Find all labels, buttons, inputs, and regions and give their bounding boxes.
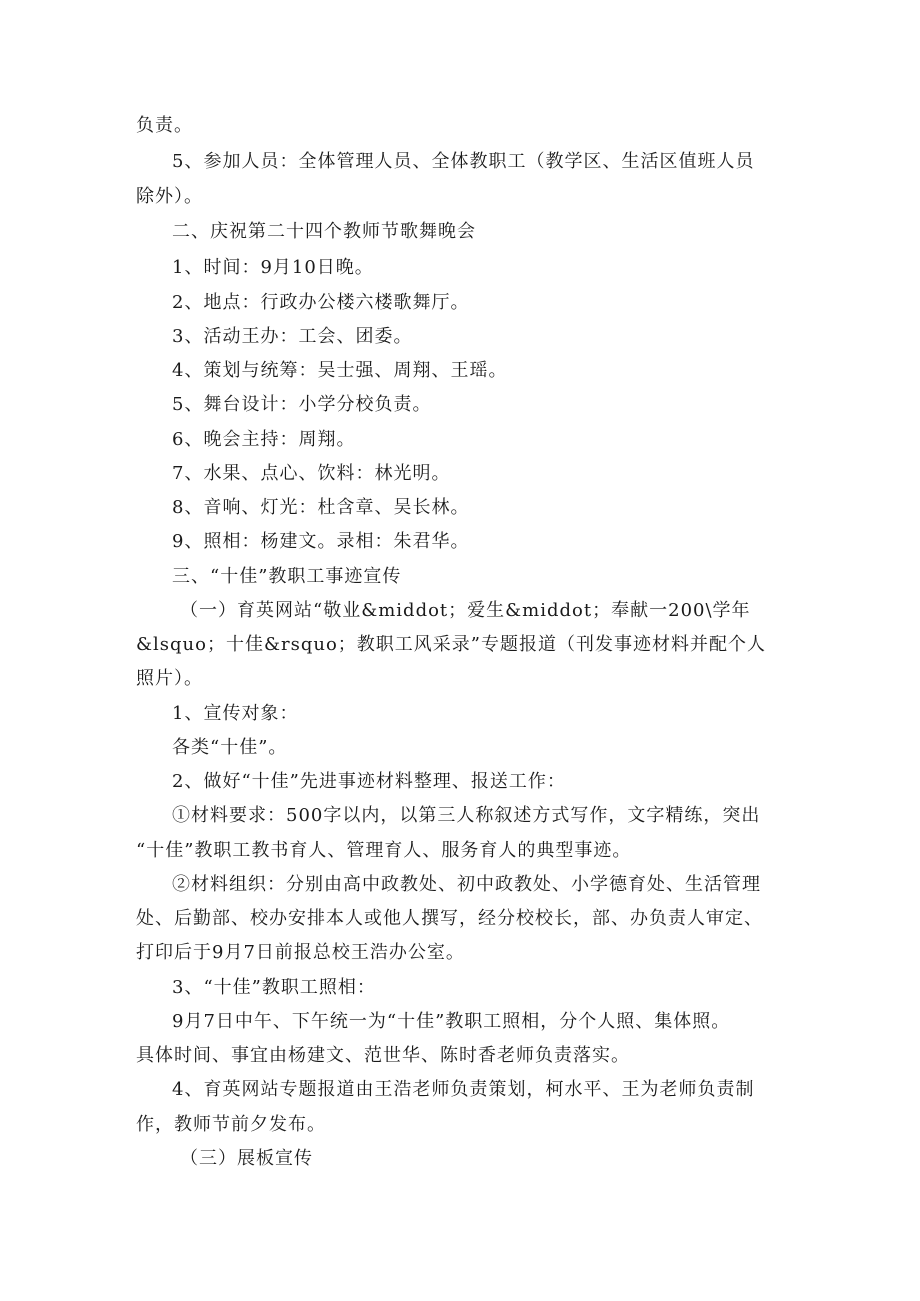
text-line: 5、舞台设计：小学分校负责。 — [172, 394, 432, 415]
text-line: 7、水果、点心、饮料：林光明。 — [172, 463, 451, 484]
text-line: 照片）。 — [136, 668, 203, 689]
text-line: 2、地点：行政办公楼六楼歌舞厅。 — [172, 292, 470, 313]
section-heading: （三）展板宣传 — [180, 1148, 313, 1169]
text-line: 4、育英网站专题报道由王浩老师负责策划，柯水平、王为老师负责制 — [172, 1079, 755, 1100]
text-line: &lsquo；十佳&rsquo；教职工风采录”专题报道（刊发事迹材料并配个人 — [136, 634, 766, 655]
text-line: 3、活动王办：工会、团委。 — [172, 326, 413, 347]
text-line: （一）育英网站“敬业&middot；爱生&middot；奉献一200\学年 — [180, 600, 751, 621]
text-line: 1、宣传对象： — [172, 703, 299, 724]
text-line: 1、时间：9月10日晚。 — [172, 257, 374, 278]
text-line: 9、照相：杨建文。录相：朱君华。 — [172, 531, 470, 552]
text-line: 2、做好“十佳”先进事迹材料整理、报送工作： — [172, 771, 566, 792]
text-line: 除外）。 — [136, 186, 203, 207]
text-line: 3、“十佳”教职工照相： — [172, 977, 376, 998]
text-line: 8、音响、灯光：杜含章、吴长林。 — [172, 497, 470, 518]
text-line: 各类“十佳”。 — [172, 737, 288, 758]
text-line: 5、参加人员：全体管理人员、全体教职工（教学区、生活区值班人员 — [172, 151, 755, 172]
text-line: 4、策划与统筹：吴士强、周翔、王瑶。 — [172, 360, 508, 381]
text-line: ①材料要求：500字以内，以第三人称叙述方式写作，文字精练，突出 — [172, 805, 761, 826]
text-line: 具体时间、事宜由杨建文、范世华、陈时香老师负责落实。 — [136, 1045, 630, 1066]
text-line: 9月7日中午、下午统一为“十佳”教职工照相，分个人照、集体照。 — [172, 1011, 731, 1032]
text-line: 6、晚会主持：周翔。 — [172, 429, 356, 450]
text-line: 打印后于9月7日前报总校王浩办公室。 — [136, 942, 465, 963]
section-heading: 二、庆祝第二十四个教师节歌舞晚会 — [172, 221, 476, 242]
text-line: 处、后勤部、校办安排本人或他人撰写，经分校校长，部、办负责人审定、 — [136, 908, 763, 929]
text-line: ②材料组织：分别由高中政教处、初中政教处、小学德育处、生活管理 — [172, 874, 761, 895]
text-line: “十佳”教职工教书育人、管理育人、服务育人的典型事迹。 — [136, 840, 632, 861]
section-heading: 三、“十佳”教职工事迹宣传 — [172, 566, 402, 587]
text-line: 作，教师节前夕发布。 — [136, 1114, 326, 1135]
text-line: 负责。 — [136, 115, 193, 136]
